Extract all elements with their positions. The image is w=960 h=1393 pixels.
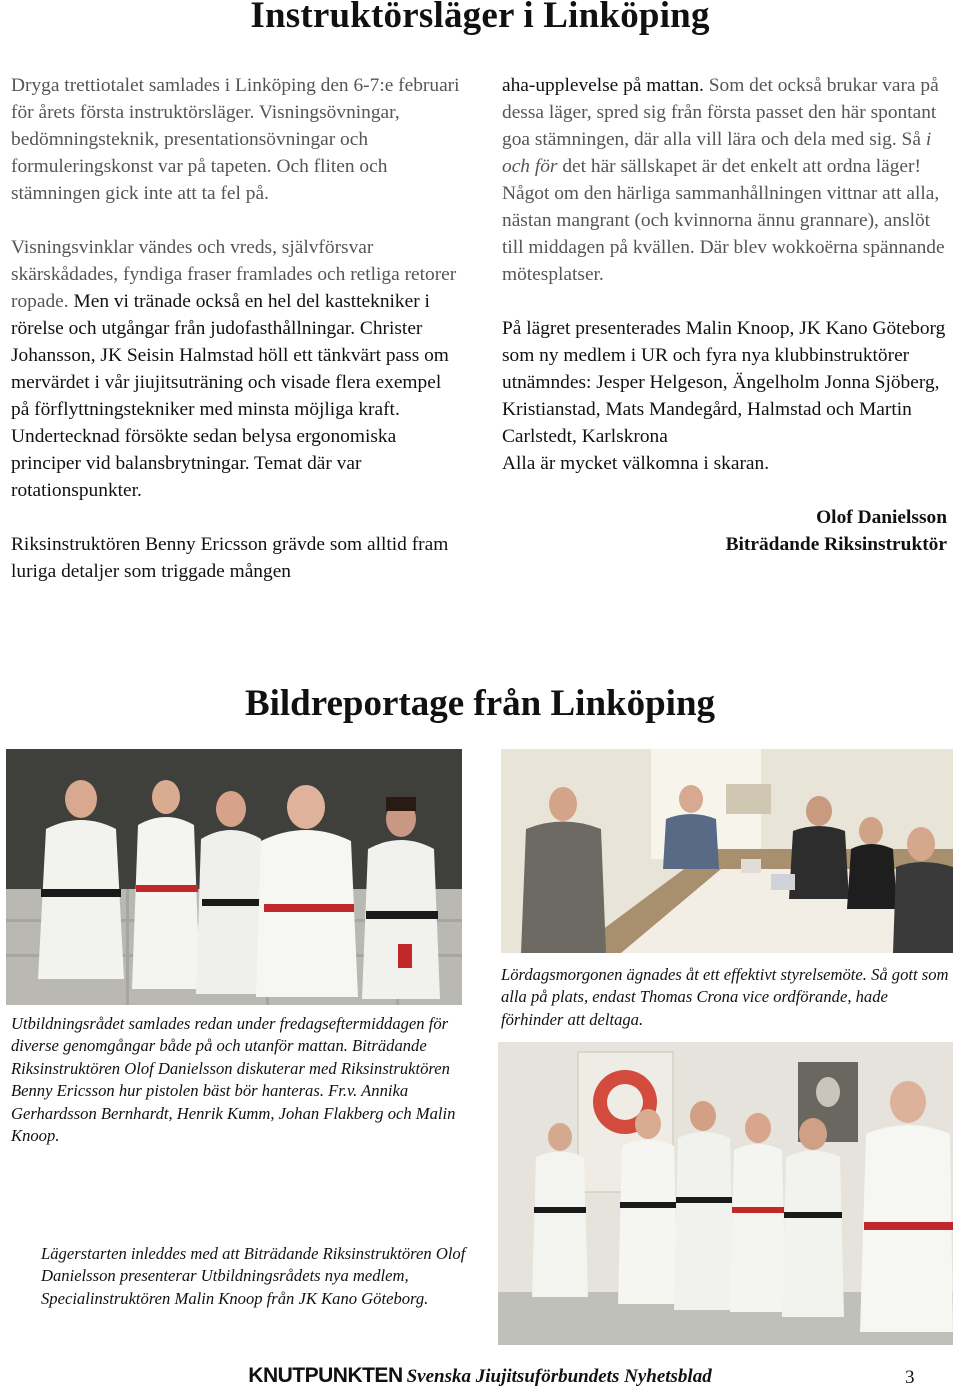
- right-paragraph-1-part-a: aha-upplevelse på mattan.: [502, 75, 704, 96]
- right-paragraph-1-part-f: Något om den härliga sammanhållningen vittnar att alla, nästan mangrant (och kvinnorna ännu grannare), anslöt till middagen på kvällen. Där blev wokkoërna spännande mötesplatser.: [502, 183, 945, 285]
- signature: [502, 504, 947, 558]
- left-paragraph-2-part-a: Visningsvinklar vändes och vreds, självförsvar skärskådades, fyndiga fraser framlades och retliga retorer ropade.: [11, 237, 457, 312]
- left-paragraph-3: Riksinstruktören Benny Ericsson grävde som alltid fram luriga detaljer som triggade mången: [11, 534, 449, 582]
- caption-dojo-pistol: Utbildningsrådet samlades redan under fredagseftermiddagen för diverse genomgångar både på och utanför mattan. Biträdande Riksinstruktören Olof Danielsson diskuterar med Riksinstruktören Benny Ericsson hur pistolen bäst bör hanteras. Fr.v. Annika Gerhardsson Bernhardt, Henrik Kumm, Johan Flakberg och Malin Knoop.: [11, 1014, 456, 1146]
- right-paragraph-1: [502, 72, 947, 288]
- right-column: [502, 72, 947, 558]
- photo-lineup-image: [498, 1042, 953, 1345]
- photo-lineup: [498, 1042, 953, 1345]
- reportage-title: Bildreportage från Linköping: [244, 683, 716, 724]
- right-paragraph-1-part-b: Som det också brukar vara på dessa läger, spred sig från första passet den här spontant goa stämningen, där alla vill lära och dela med sig.: [502, 75, 939, 150]
- page-number: 3: [905, 1367, 915, 1388]
- article-title: Instruktörsläger i Linköping: [250, 0, 710, 36]
- left-paragraph-1: Dryga trettiotalet samlades i Linköping den 6-7:e februari för årets första instruktörsläger. Visningsövningar, bedömningsteknik, presentationsövningar och formuleringskonst var på tapeten. Och fliten och stämningen gick inte att ta fel på.: [11, 75, 460, 204]
- footer: [0, 1364, 960, 1388]
- caption-lineup: Lägerstarten inleddes med att Biträdande Riksinstruktören Olof Danielsson presenterar Utbildningsrådets nya medlem, Specialinstruktören Malin Knoop från JK Kano Göteborg.: [41, 1244, 466, 1308]
- photo-dojo-pistol: [6, 749, 462, 1005]
- right-paragraph-1-part-c: Så: [901, 129, 921, 150]
- left-paragraph-2-part-b: Men vi tränade också en hel del kasttekniker i rörelse och utgångar från judofasthållningar. Christer Johansson, JK Seisin Halmstad höll ett tänkvärt pass om mervärdet i vår jiujitsuträning och visade flera exempel på förflyttningstekniker med minsta möjliga kraft. Undertecknad försökte sedan belysa ergonomiska principer vid balansbrytningar. Temat där var rotationspunkter.: [11, 291, 449, 501]
- photo-board-meeting: [501, 749, 953, 953]
- right-paragraph-1-part-e: det här sällskapet är det enkelt att ordna läger!: [562, 156, 921, 177]
- caption-board-meeting: Lördagsmorgonen ägnades åt ett effektivt styrelsemöte. Så gott som alla på plats, endast Thomas Crona vice ordförande, hade förhinder att deltaga.: [501, 965, 949, 1029]
- right-paragraph-1-emphasis: i och för: [502, 129, 932, 177]
- right-paragraph-3: Alla är mycket välkomna i skaran.: [502, 453, 770, 474]
- left-paragraph-2: [11, 234, 461, 504]
- photo-dojo-pistol-image: [6, 749, 462, 1005]
- photo-board-meeting-image: [501, 749, 953, 953]
- right-paragraph-2: På lägret presenterades Malin Knoop, JK Kano Göteborg som ny medlem i UR och fyra nya klubbinstruktörer utnämndes: Jesper Helgeson, Ängelholm Jonna Sjöberg, Kristianstad, Mats Mandegård, Halmstad och Martin Carlstedt, Karlskrona: [502, 318, 946, 447]
- left-column: [11, 72, 461, 585]
- signature-name: Olof Danielsson: [816, 507, 947, 528]
- footer-brand: KNUTPUNKTEN: [248, 1364, 403, 1387]
- signature-role: Biträdande Riksinstruktör: [725, 534, 947, 555]
- footer-subtitle: Svenska Jiujitsuförbundets Nyhetsblad: [406, 1366, 712, 1387]
